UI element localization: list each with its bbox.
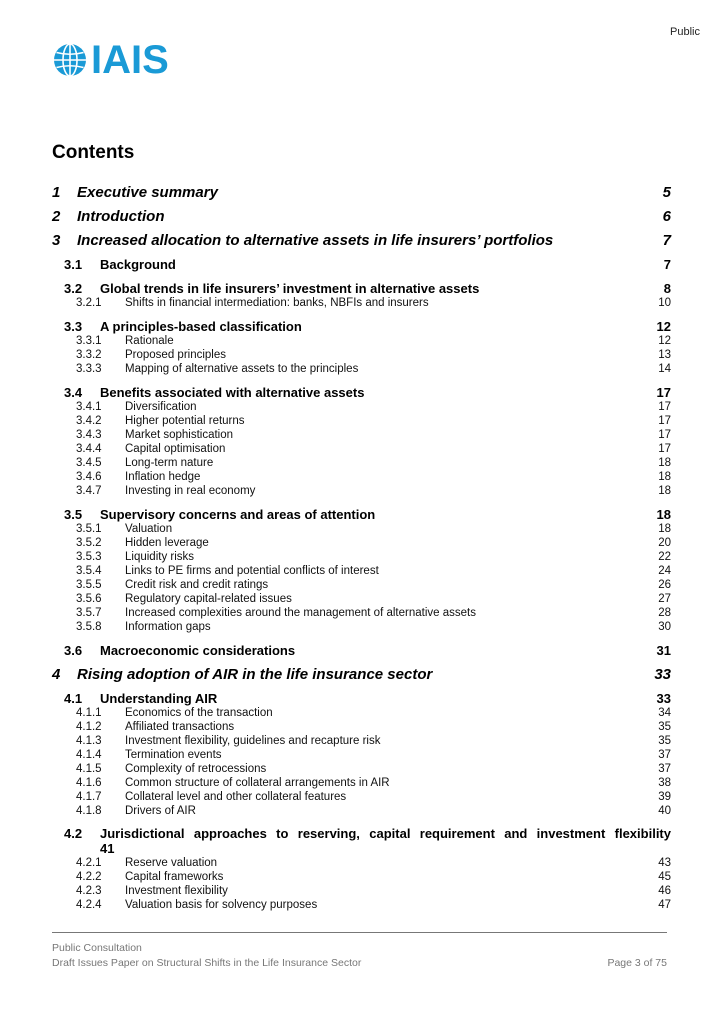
toc-label: Credit risk and credit ratings	[125, 579, 269, 591]
toc-page: 28	[658, 607, 671, 619]
toc-label: Jurisdictional approaches to reserving, capital requirement and investment flexibility	[100, 826, 671, 841]
toc-entry-3-5-5[interactable]	[52, 578, 671, 592]
toc-number: 3.5.7	[76, 607, 102, 619]
toc-number: 4.1.6	[76, 777, 102, 789]
toc-entry-3-5-6[interactable]	[52, 592, 671, 606]
toc-label: Liquidity risks	[125, 551, 195, 563]
toc-page: 34	[658, 707, 671, 719]
toc-page: 17	[658, 443, 671, 455]
toc-entry-3-2-1[interactable]	[52, 296, 671, 310]
toc-number: 4.1.8	[76, 805, 102, 817]
toc-number: 3.3	[64, 318, 83, 334]
toc-page: 43	[658, 857, 671, 869]
toc-number: 3.4.3	[76, 429, 102, 441]
toc-label: Drivers of AIR	[125, 805, 196, 817]
toc-number: 3.5.1	[76, 523, 102, 535]
toc-entry-4-1[interactable]	[52, 690, 671, 706]
toc-page: 39	[658, 791, 671, 803]
toc-page: 6	[662, 207, 671, 225]
toc-entry-1[interactable]	[52, 180, 671, 204]
toc-number: 4.2.2	[76, 871, 102, 883]
toc-label: Proposed principles	[125, 349, 227, 361]
toc-entry-4-1-5[interactable]	[52, 762, 671, 776]
toc-page: 33	[654, 665, 671, 683]
toc-label: Regulatory capital-related issues	[125, 593, 292, 605]
toc-label: Background	[100, 256, 176, 272]
toc-label: Inflation hedge	[125, 471, 201, 483]
toc-page: 17	[658, 401, 671, 413]
toc-number: 4.1.1	[76, 707, 102, 719]
toc-page: 24	[658, 565, 671, 577]
toc-entry-4-1-8[interactable]	[52, 804, 671, 818]
footer-page-number: Page 3 of 75	[607, 957, 667, 969]
toc-label: Investment flexibility	[125, 885, 228, 897]
toc-label: Complexity of retrocessions	[125, 763, 267, 775]
toc-number: 4.1.5	[76, 763, 102, 775]
toc-label: Shifts in financial intermediation: banks, NBFIs and insurers	[125, 297, 429, 309]
toc-page: 40	[658, 805, 671, 817]
toc-entry-3-6[interactable]	[52, 642, 671, 658]
toc-number: 1	[52, 183, 61, 201]
toc-label: Valuation basis for solvency purposes	[125, 899, 318, 911]
toc-label: Hidden leverage	[125, 537, 209, 549]
toc-entry-3-3-1[interactable]	[52, 334, 671, 348]
logo-wordmark: IAIS	[91, 38, 169, 82]
toc-entry-3-4-7[interactable]	[52, 484, 671, 498]
toc-number: 4.2	[64, 826, 83, 841]
toc-number: 4.1.3	[76, 735, 102, 747]
toc-number: 3.5	[64, 506, 83, 522]
toc-entry-4-2-2[interactable]	[52, 870, 671, 884]
toc-number: 3.5.4	[76, 565, 102, 577]
toc-entry-3-4-6[interactable]	[52, 470, 671, 484]
toc-entry-3-5-2[interactable]	[52, 536, 671, 550]
toc-page: 35	[658, 721, 671, 733]
toc-page: 17	[658, 429, 671, 441]
footer-consultation-label: Public Consultation	[52, 942, 142, 954]
toc-number: 4.1.4	[76, 749, 102, 761]
toc-number: 4.1.2	[76, 721, 102, 733]
toc-label: Higher potential returns	[125, 415, 245, 427]
toc-label: Valuation	[125, 523, 173, 535]
toc-entry-4[interactable]	[52, 662, 671, 686]
toc-entry-3-4-3[interactable]	[52, 428, 671, 442]
toc-entry-3-5-7[interactable]	[52, 606, 671, 620]
toc-entry-3-4-4[interactable]	[52, 442, 671, 456]
toc-label: Supervisory concerns and areas of attention	[100, 506, 376, 522]
toc-entry-4-2[interactable]	[52, 826, 671, 842]
toc-label: Common structure of collateral arrangements in AIR	[125, 777, 390, 789]
toc-page: 18	[658, 523, 671, 535]
toc-page: 18	[658, 457, 671, 469]
toc-entry-4-1-4[interactable]	[52, 748, 671, 762]
toc-label: Rising adoption of AIR in the life insurance sector	[77, 665, 433, 683]
toc-label: Information gaps	[125, 621, 211, 633]
toc-page: 26	[658, 579, 671, 591]
toc-number: 3.4.7	[76, 485, 102, 497]
toc-number: 3.5.5	[76, 579, 102, 591]
footer-document-title: Draft Issues Paper on Structural Shifts in the Life Insurance Sector	[52, 957, 362, 969]
toc-page: 30	[658, 621, 671, 633]
iais-logo	[52, 40, 169, 80]
toc-page: 18	[658, 471, 671, 483]
toc-number: 3.4.5	[76, 457, 102, 469]
toc-number: 3.5.8	[76, 621, 102, 633]
toc-label: Economics of the transaction	[125, 707, 273, 719]
toc-number: 3.2.1	[76, 297, 102, 309]
toc-number: 3.6	[64, 642, 83, 658]
toc-label: Investing in real economy	[125, 485, 256, 497]
toc-page: 22	[658, 551, 671, 563]
toc-number: 4	[52, 665, 61, 683]
toc-label: Increased allocation to alternative assets in life insurers’ portfolios	[77, 231, 554, 249]
toc-entry-3-5-1[interactable]	[52, 522, 671, 536]
toc-number: 3.1	[64, 256, 83, 272]
toc-number: 3.4.4	[76, 443, 102, 455]
toc-page: 18	[658, 485, 671, 497]
toc-page: 33	[656, 690, 671, 706]
toc-entry-4-1-1[interactable]	[52, 706, 671, 720]
toc-label: Rationale	[125, 335, 174, 347]
toc-label: Market sophistication	[125, 429, 234, 441]
toc-number: 3.5.2	[76, 537, 102, 549]
toc-page: 5	[662, 183, 671, 201]
toc-page: 13	[658, 349, 671, 361]
toc-label: Capital frameworks	[125, 871, 224, 883]
toc-label: Long-term nature	[125, 457, 214, 469]
toc-entry-3[interactable]	[52, 228, 671, 252]
toc-label: Macroeconomic considerations	[100, 642, 296, 658]
footer	[52, 957, 667, 969]
toc-entry-3-3-3[interactable]	[52, 362, 671, 376]
toc-page: 41	[100, 841, 115, 856]
toc-number: 3.5.3	[76, 551, 102, 563]
toc-page: 18	[656, 506, 671, 522]
toc-entry-3-2[interactable]	[52, 280, 671, 296]
toc-number: 4.1	[64, 690, 83, 706]
table-of-contents	[52, 180, 671, 912]
toc-entry-3-5-4[interactable]	[52, 564, 671, 578]
toc-label: Benefits associated with alternative assets	[100, 384, 365, 400]
toc-page: 7	[663, 256, 671, 272]
toc-label: Investment flexibility, guidelines and recapture risk	[125, 735, 381, 747]
toc-number: 3.3.3	[76, 363, 102, 375]
toc-page: 47	[658, 899, 671, 911]
toc-page: 27	[658, 593, 671, 605]
toc-page: 35	[658, 735, 671, 747]
toc-entry-4-1-2[interactable]	[52, 720, 671, 734]
toc-label: Links to PE firms and potential conflicts of interest	[125, 565, 379, 577]
toc-label: A principles-based classification	[100, 318, 302, 334]
page-title: Contents	[52, 142, 135, 163]
toc-page: 45	[658, 871, 671, 883]
toc-entry-3-4-2[interactable]	[52, 414, 671, 428]
toc-number: 3	[52, 231, 61, 249]
toc-number: 3.4.1	[76, 401, 102, 413]
toc-number: 3.5.6	[76, 593, 102, 605]
toc-page: 20	[658, 537, 671, 549]
toc-page: 17	[656, 384, 671, 400]
toc-page: 7	[662, 231, 671, 249]
toc-entry-3-1[interactable]	[52, 256, 671, 272]
toc-number: 4.2.1	[76, 857, 102, 869]
toc-number: 3.3.2	[76, 349, 102, 361]
toc-page: 17	[658, 415, 671, 427]
toc-page: 8	[663, 280, 671, 296]
toc-number: 3.4	[64, 384, 83, 400]
toc-number: 2	[52, 207, 61, 225]
toc-label: Introduction	[77, 207, 165, 225]
toc-page: 10	[658, 297, 671, 309]
toc-label: Collateral level and other collateral features	[125, 791, 347, 803]
toc-entry-3-4-1[interactable]	[52, 400, 671, 414]
toc-entry-3-3-2[interactable]	[52, 348, 671, 362]
toc-number: 3.3.1	[76, 335, 102, 347]
footer-divider	[52, 932, 667, 933]
toc-page: 37	[658, 749, 671, 761]
toc-entry-4-2-4[interactable]	[52, 898, 671, 912]
toc-entry-4-2-1[interactable]	[52, 856, 671, 870]
toc-entry-4-1-3[interactable]	[52, 734, 671, 748]
toc-page: 12	[658, 335, 671, 347]
toc-number: 3.4.2	[76, 415, 102, 427]
toc-entry-2[interactable]	[52, 204, 671, 228]
toc-page: 37	[658, 763, 671, 775]
toc-label: Diversification	[125, 401, 197, 413]
toc-label: Affiliated transactions	[125, 721, 235, 733]
toc-entry-4-2-3[interactable]	[52, 884, 671, 898]
toc-number: 3.4.6	[76, 471, 102, 483]
toc-entry-4-1-6[interactable]	[52, 776, 671, 790]
toc-number: 4.2.3	[76, 885, 102, 897]
toc-number: 3.2	[64, 280, 83, 296]
toc-label: Termination events	[125, 749, 222, 761]
toc-entry-4-1-7[interactable]	[52, 790, 671, 804]
toc-entry-3-5-3[interactable]	[52, 550, 671, 564]
toc-label: Executive summary	[77, 183, 218, 201]
toc-label: Capital optimisation	[125, 443, 226, 455]
classification-label: Public	[670, 26, 700, 38]
toc-page: 46	[658, 885, 671, 897]
toc-label: Mapping of alternative assets to the principles	[125, 363, 359, 375]
toc-number: 4.1.7	[76, 791, 102, 803]
toc-entry-3-3[interactable]	[52, 318, 671, 334]
toc-label: Understanding AIR	[100, 690, 218, 706]
toc-page: 12	[656, 318, 671, 334]
toc-label: Reserve valuation	[125, 857, 218, 869]
toc-entry-3-4[interactable]	[52, 384, 671, 400]
toc-label: Increased complexities around the management of alternative assets	[125, 607, 476, 619]
toc-entry-3-5-8[interactable]	[52, 620, 671, 634]
toc-page: 38	[658, 777, 671, 789]
toc-page: 14	[658, 363, 671, 375]
toc-entry-3-4-5[interactable]	[52, 456, 671, 470]
globe-icon	[52, 42, 88, 78]
toc-page: 31	[656, 642, 671, 658]
toc-entry-3-5[interactable]	[52, 506, 671, 522]
toc-label: Global trends in life insurers’ investment in alternative assets	[100, 280, 480, 296]
toc-number: 4.2.4	[76, 899, 102, 911]
